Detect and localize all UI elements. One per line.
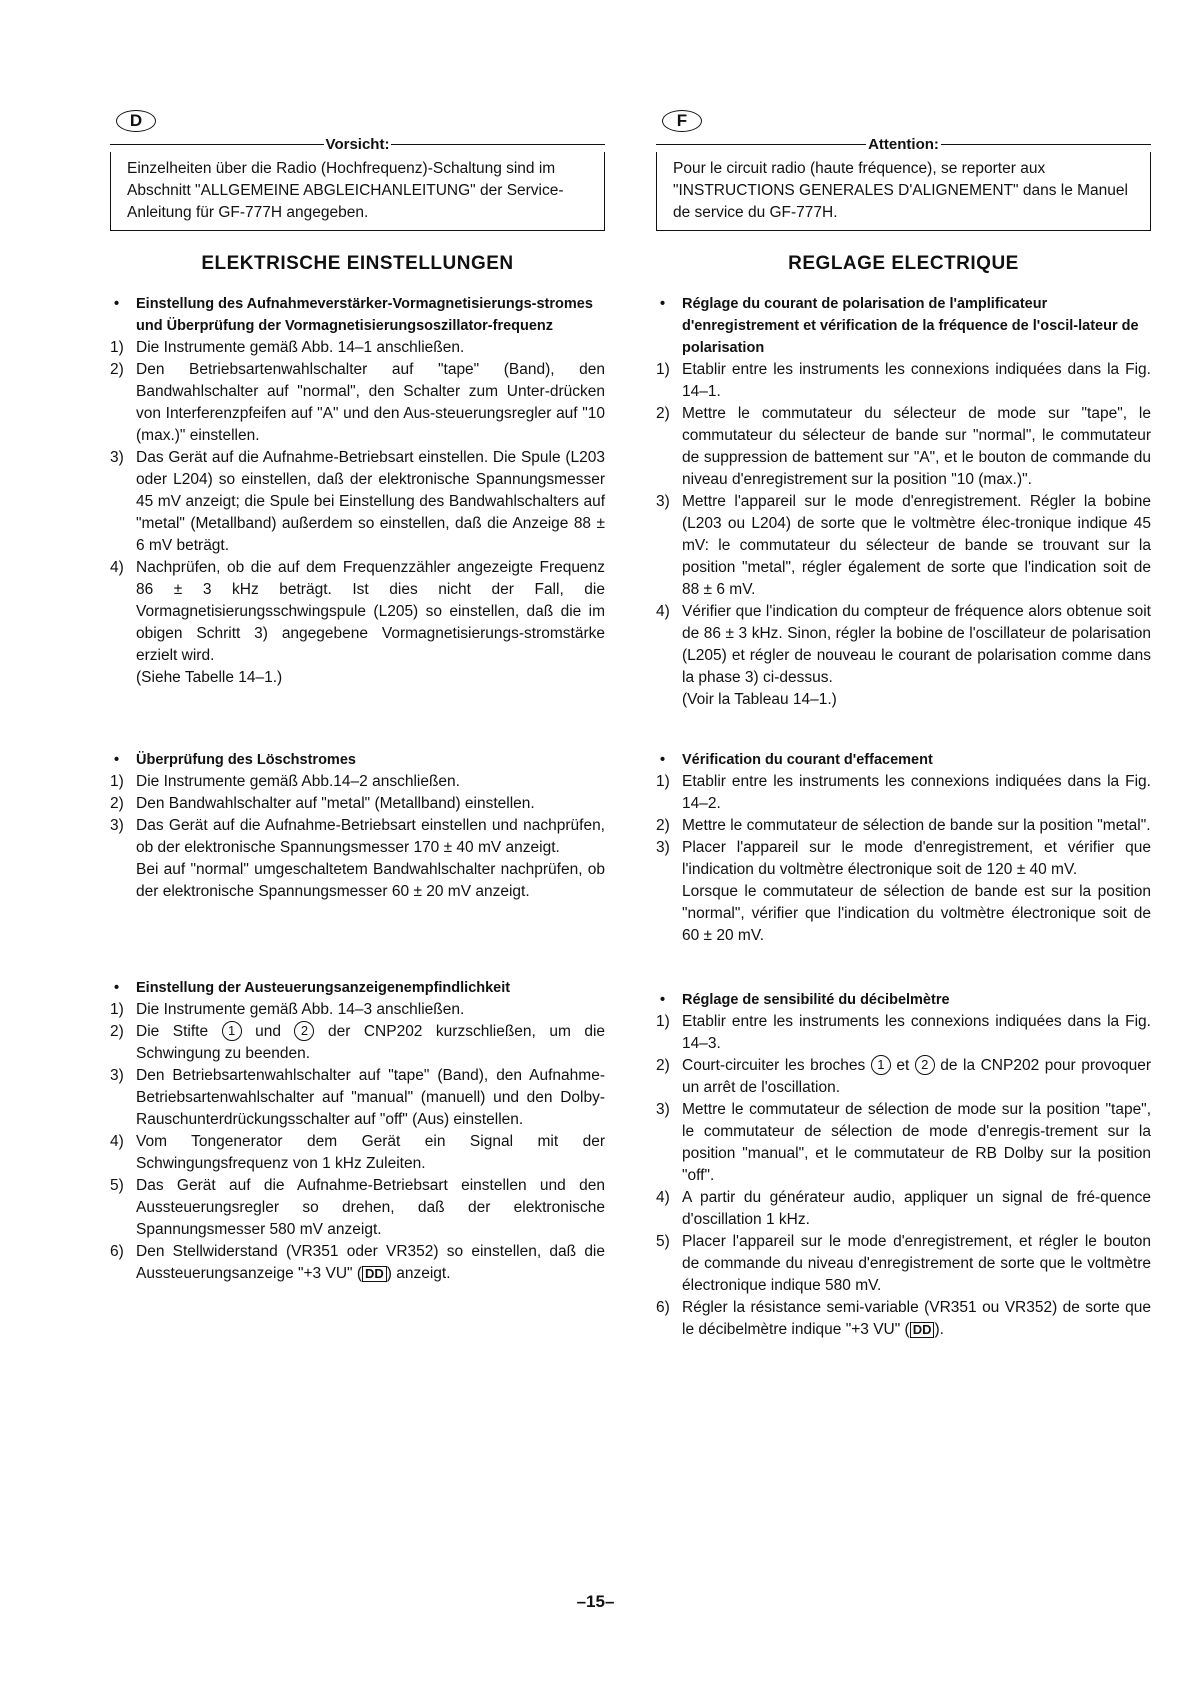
step: 2) Court-circuiter les broches 1 et 2 de la CNP202 pour provoquer un arrêt de l'oscillation. [656, 1057, 1152, 1096]
step: 2) Mettre le commutateur du sélecteur de mode sur "tape", le commutateur du sélecteur de bande sur "normal", le commutateur de suppression de battement sur "A", et le bouton de commande du niveau d'enregistrement sur la position "10 (max.)". [656, 405, 1151, 488]
pin-1-symbol: 1 [222, 1021, 242, 1041]
step-note: Bei auf "normal" umgeschaltetem Bandwahlschalter nachprüfen, ob der elektronische Spannungsmesser 60 ± 20 mV anzeigt. [136, 861, 605, 900]
step: 2) Die Stifte 1 und 2 der CNP202 kurzschließen, um die Schwingung zu beenden. [110, 1023, 606, 1062]
step: 1) Die Instrumente gemäß Abb.14–2 anschließen. [110, 773, 460, 790]
step: 5) Placer l'appareil sur le mode d'enregistrement, et régler le bouton de commande du niveau d'enregistrement de sorte que le voltmètre électronique indique 580 mV. [656, 1233, 1151, 1294]
section-bias-adjustment [656, 293, 1151, 711]
section-level-meter [656, 989, 1151, 1341]
dolby-icon: DD [362, 1266, 387, 1282]
section-level-meter [110, 977, 605, 1285]
pin-2-symbol: 2 [915, 1055, 935, 1075]
notice-box: Einzelheiten über die Radio (Hochfrequenz)-Schaltung sind im Abschnitt "ALLGEMEINE ABGLEICHANLEITUNG" der Service-Anleitung für GF-777H angegeben. [110, 152, 605, 231]
step: 3) Mettre l'appareil sur le mode d'enregistrement. Régler la bobine (L203 ou L204) de sorte que le voltmètre élec-tronique indique 45 mV: le commutateur du sélecteur de bande se trouvant sur la position "metal", régler également de sorte que l'indication soit de 88 ± 6 mV. [656, 493, 1151, 598]
step: 5) Das Gerät auf die Aufnahme-Betriebsart einstellen und den Aussteuerungsregler so drehen, daß der elektronische Spannungsmesser 580 mV anzeigt. [110, 1177, 605, 1238]
subsection-heading: • Vérification du courant d'effacement [660, 752, 933, 768]
step: 1) Etablir entre les instruments les connexions indiquées dans la Fig. 14–3. [656, 1013, 1151, 1052]
step: 4) A partir du générateur audio, appliquer un signal de fré-quence d'oscillation 1 kHz. [656, 1189, 1151, 1228]
german-column [110, 110, 605, 1305]
step: 1) Die Instrumente gemäß Abb. 14–1 anschließen. [110, 339, 465, 356]
step: 3) Das Gerät auf die Aufnahme-Betriebsart einstellen und nachprüfen, ob der elektronische Spannungsmesser 170 ± 40 mV anzeigt. [110, 817, 605, 856]
step: 4) Vom Tongenerator dem Gerät ein Signal mit der Schwingungsfrequenz von 1 kHz Zuleiten. [110, 1133, 605, 1172]
pin-1-symbol: 1 [871, 1055, 891, 1075]
subsection-heading: • Einstellung des Aufnahmeverstärker-Vormagnetisierungs-stromes und Überprüfung der Vormagnetisierungsoszillator-frequenz [114, 296, 593, 334]
step: 1) Etablir entre les instruments les connexions indiquées dans la Fig. 14–2. [656, 773, 1151, 812]
section-bias-adjustment [110, 293, 605, 689]
step: 2) Mettre le commutateur de sélection de bande sur la position "metal". [656, 817, 1151, 834]
language-badge-de: D [116, 110, 156, 132]
notice-title: Vorsicht: [110, 136, 605, 152]
dolby-icon: DD [910, 1322, 935, 1338]
subsection-heading: • Einstellung der Austeuerungsanzeigenempfindlichkeit [114, 980, 511, 996]
step: 2) Den Betriebsartenwahlschalter auf "tape" (Band), den Bandwahlschalter auf "normal", den Schalter zum Unter-drücken von Interferenzpfeifen auf "A" und den Aus-steuerungsregler auf "10 (max.)" einstellen. [110, 361, 605, 444]
step: 6) Den Stellwiderstand (VR351 oder VR352) so einstellen, daß die Aussteuerungsanzeige "+3 VU" ( DD ) anzeigt. [110, 1243, 605, 1282]
step: 3) Placer l'appareil sur le mode d'enregistrement, et vérifier que l'indication du voltmètre électronique soit de 120 ± 40 mV. [656, 839, 1151, 878]
pin-2-symbol: 2 [294, 1021, 314, 1041]
subsection-heading: • Überprüfung des Löschstromes [114, 752, 356, 768]
step: 3) Den Betriebsartenwahlschalter auf "tape" (Band), den Aufnahme-Betriebsartenwahlschalter auf "manual" (manuell) und den Dolby-Rauschunterdrückungsschalter auf "off" (Aus) einstellen. [110, 1067, 605, 1128]
notice-box: Pour le circuit radio (haute fréquence), se reporter aux "INSTRUCTIONS GENERALES D'ALIGNEMENT" dans le Manuel de service du GF-777H. [656, 152, 1151, 231]
step-note: Lorsque le commutateur de sélection de bande est sur la position "normal", vérifier que l'indication du voltmètre électronique soit de 60 ± 20 mV. [682, 883, 1151, 944]
step: 4) Nachprüfen, ob die auf dem Frequenzzähler angezeigte Frequenz 86 ± 3 kHz beträgt. Ist dies nicht der Fall, die Vormagnetisierungsschwingspule (L205) so einstellen, daß die im obigen Schritt 3) angegebene Vormagnetisierungs-stromstärke erzielt wird. [110, 559, 605, 664]
subsection-heading: • Réglage du courant de polarisation de l'amplificateur d'enregistrement et vérification de la fréquence de l'oscil-lateur de polarisation [660, 296, 1139, 356]
subsection-heading: • Réglage de sensibilité du décibelmètre [660, 992, 950, 1008]
table-reference: (Voir la Tableau 14–1.) [682, 691, 837, 708]
step: 3) Das Gerät auf die Aufnahme-Betriebsart einstellen. Die Spule (L203 oder L204) so einstellen, daß der elektronische Spannungsmesser 45 mV anzeigt; die Spule bei Einstellung des Bandwahlschalters auf "metal" (Metallband) außerdem so einstellen, daß die Anzeige 88 ± 6 mV beträgt. [110, 449, 605, 554]
notice-title: Attention: [656, 136, 1151, 152]
step: 1) Die Instrumente gemäß Abb. 14–3 anschließen. [110, 1001, 465, 1018]
section-title: ELEKTRISCHE EINSTELLUNGEN [201, 253, 514, 274]
step: 6) Régler la résistance semi-variable (VR351 ou VR352) de sorte que le décibelmètre indique "+3 VU" ( DD ). [656, 1299, 1151, 1338]
step: 4) Vérifier que l'indication du compteur de fréquence alors obtenue soit de 86 ± 3 kHz. Sinon, régler la bobine de l'oscillateur de polarisation (L205) et régler de nouveau le courant de polarisation comme dans la phase 3) ci-dessus. [656, 603, 1151, 686]
step: 3) Mettre le commutateur de sélection de mode sur la position "tape", le commutateur de sélection de mode d'enregis-trement sur la position "manual", et le commutateur de RB Dolby sur la position "off". [656, 1101, 1151, 1184]
step: 1) Etablir entre les instruments les connexions indiquées dans la Fig. 14–1. [656, 361, 1151, 400]
section-title: REGLAGE ELECTRIQUE [788, 253, 1019, 274]
page-number: –15– [576, 1592, 615, 1611]
table-reference: (Siehe Tabelle 14–1.) [136, 669, 283, 686]
section-erase-current [110, 749, 605, 903]
step: 2) Den Bandwahlschalter auf "metal" (Metallband) einstellen. [110, 795, 535, 812]
french-column [656, 110, 1151, 1361]
language-badge-fr: F [662, 110, 702, 132]
section-erase-current [656, 749, 1151, 947]
